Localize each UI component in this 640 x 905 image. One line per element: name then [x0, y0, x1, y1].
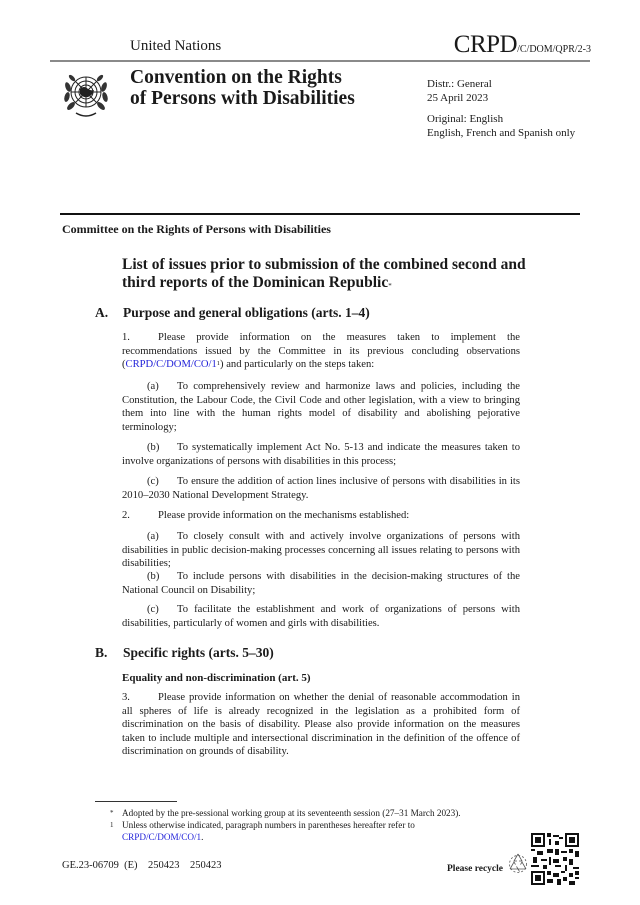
paragraph-number: 3. [122, 692, 130, 703]
section-letter: A. [95, 305, 109, 320]
footnote-ref-1[interactable]: 1 [216, 360, 221, 367]
symbol-suffix: /C/DOM/QPR/2-3 [517, 44, 591, 55]
paragraph-1-item-c: (c) To ensure the addition of action lines inclusive of persons with disabilities in its 2010–2030 National Development Strategy. [122, 476, 520, 501]
section-b-heading [95, 645, 274, 661]
convention-title-line2: of Persons with Disabilities [130, 88, 355, 109]
paragraph-3: 3. Please provide information on whether the denial of reasonable accommodation in all spheres of life is already recognized in the legislation as a prohibited form of discrimination on the basis of disability. Please also provide information on the measures taken to include multiple and intersectional discrimination in the definition of the offence of discrimination on grounds of disability. [122, 692, 520, 757]
footnote-star: * Adopted by the pre-sessional working group at its seventeenth session (27–31 March 2023). [110, 808, 461, 818]
recycle-icon [507, 852, 529, 874]
job-number: GE.23-06709 (E) 250423 250423 [62, 860, 222, 871]
document-symbol [454, 31, 591, 59]
distribution-block [427, 78, 492, 105]
footnote-1: 1 Unless otherwise indicated, paragraph numbers in parentheses hereafter refer to [110, 820, 415, 830]
issue-date: 25 April 2023 [427, 91, 489, 104]
available-languages: English, French and Spanish only [427, 126, 576, 139]
convention-title [130, 67, 355, 109]
un-emblem-icon [62, 67, 110, 123]
paragraph-number: 2. [122, 510, 130, 521]
section-letter: B. [95, 645, 108, 660]
committee-rule [60, 213, 580, 215]
paragraph-number: 1. [122, 332, 130, 343]
distribution: Distr.: General [427, 78, 492, 90]
original-language: Original: English [427, 113, 504, 125]
footnotes: * Adopted by the pre-sessional working group at its seventeenth session (27–31 March 2023). 1 Unless otherwise indicated, paragraph numbers in parentheses hereafter refer to CRPD/C/DOM/CO/1. [110, 807, 530, 843]
section-title: Specific rights (arts. 5–30) [123, 645, 274, 660]
paragraph-1: 1. Please provide information on the measures taken to implement the recommendations issued by the Committee in its previous concluding observations (CRPD/C/DOM/CO/1$^1$) and particularly on the steps taken: [122, 332, 520, 370]
symbol-main: CRPD [453, 31, 518, 58]
paragraph-2-item-b: (b) To include persons with disabilities in the decision-making structures of the National Council on Disability; [122, 571, 520, 596]
paragraph-2-item-c: (c) To facilitate the establishment and work of organizations of persons with disabilities, particularly of women and girls with disabilities. [122, 604, 520, 629]
section-title: Purpose and general obligations (arts. 1–4) [123, 305, 370, 320]
organization-name: United Nations [130, 38, 222, 54]
footnote-separator [95, 801, 177, 802]
paragraph-1-item-a: (a) To comprehensively review and harmonize laws and policies, including the Constitution, the Labour Code, the Civil Code and other legislation, with a view to bringing them into line with the human rights model of disability and abolishing pejorative terminology; [122, 381, 520, 433]
paragraph-2-item-a: (a) To closely consult with and actively involve organizations of persons with disabilities in public decision-making processes concerning all issues relating to persons with disabilities; [122, 531, 520, 569]
document-title-line1: List of issues prior to submission of the combined second and [122, 256, 526, 273]
footnote-link[interactable]: CRPD/C/DOM/CO/1 [122, 832, 202, 842]
qr-code-icon [531, 833, 579, 885]
recycle-label: Please recycle [447, 864, 503, 874]
subsection-heading: Equality and non-discrimination (art. 5) [122, 672, 311, 684]
language-block [427, 113, 575, 140]
paragraph-1-item-b: (b) To systematically implement Act No. 5-13 and indicate the measures taken to involve organizations of persons with disabilities in this process; [122, 442, 520, 467]
title-footnote-mark[interactable]: * [388, 282, 392, 290]
document-title-line2: third reports of the Dominican Republic [122, 274, 389, 291]
document-title [122, 256, 542, 292]
section-a-heading [95, 305, 370, 321]
header-rule [50, 60, 590, 62]
committee-name: Committee on the Rights of Persons with Disabilities [62, 222, 331, 236]
convention-title-line1: Convention on the Rights [130, 67, 342, 88]
concluding-observations-link[interactable]: CRPD/C/DOM/CO/1 [125, 359, 217, 370]
paragraph-2: 2. Please provide information on the mechanisms established: [122, 510, 410, 521]
